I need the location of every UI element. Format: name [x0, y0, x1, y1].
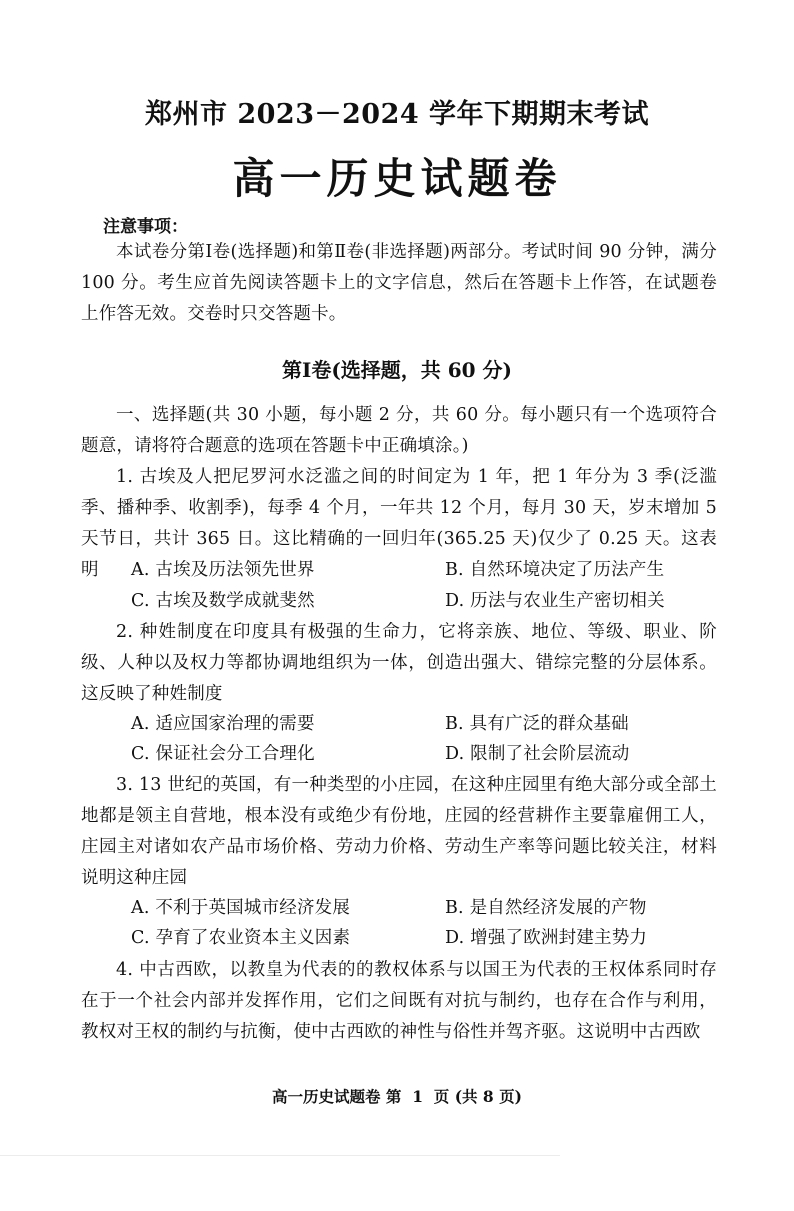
- notes-heading: 注意事项：: [103, 217, 188, 237]
- question-2-stem: 2. 种姓制度在印度具有极强的生命力，它将亲族、地位、等级、职业、阶级、人种以及权力等都协调地组织为一体，创造出强大、错综完整的分层体系。这反映了种姓制度: [81, 622, 717, 704]
- scan-divider: [0, 1155, 560, 1156]
- page-footer: 高一历史试题卷 第 1 页 (共 8 页): [272, 1087, 522, 1106]
- notes-text: 本试卷分第Ⅰ卷(选择题)和第Ⅱ卷(非选择题)两部分。考试时间 90 分钟，满分 100 分。考生应首先阅读答题卡上的文字信息，然后在答题卡上作答，在试题卷上作答无效。交卷时只交答题卡。: [81, 242, 717, 324]
- question-4-stem: 4. 中古西欧，以教皇为代表的的教权体系与以国王为代表的王权体系同时存在于一个社会内部并发挥作用，它们之间既有对抗与制约，也存在合作与利用，教权对王权的制约与抗衡，使中古西欧的神性与俗性并驾齐驱。这说明中古西欧: [81, 960, 717, 1042]
- question-3-stem: 3. 13 世纪的英国，有一种类型的小庄园，在这种庄园里有绝大部分或全部土地都是领主自营地，根本没有或绝少有份地，庄园的经营耕作主要靠雇佣工人，庄园主对诸如农产品市场价格、劳动力价格、劳动生产率等问题比较关注，材料说明这种庄园: [81, 775, 717, 888]
- question-1-option-c[interactable]: C. 古埃及数学成就斐然: [131, 591, 315, 611]
- question-3-option-d[interactable]: D. 增强了欧洲封建主势力: [445, 928, 648, 948]
- question-1-option-b[interactable]: B. 自然环境决定了历法产生: [445, 560, 665, 580]
- section-instruction: 一、选择题(共 30 小题，每小题 2 分，共 60 分。每小题只有一个选项符合题意，请将符合题意的选项在答题卡中正确填涂。): [81, 405, 717, 456]
- exam-subject-title: 高一历史试题卷: [232, 154, 562, 203]
- question-2-option-a[interactable]: A. 适应国家治理的需要: [131, 714, 315, 734]
- section-title: 第Ⅰ卷(选择题，共 60 分): [281, 358, 513, 382]
- question-3-option-c[interactable]: C. 孕育了农业资本主义因素: [131, 928, 351, 948]
- exam-title: 郑州市 2023－2024 学年下期期末考试: [144, 99, 650, 130]
- question-1-option-a[interactable]: A. 古埃及历法领先世界: [131, 560, 315, 580]
- question-1-stem: 1. 古埃及人把尼罗河水泛滥之间的时间定为 1 年，把 1 年分为 3 季(泛滥季、播种季、收割季)，每季 4 个月，一年共 12 个月，每月 30 天，岁末增加 5 天节日，共计 365 日。这比精确的一回归年(365.25 天)仅少了 0.25 天。这表明: [81, 467, 717, 580]
- question-3-option-b[interactable]: B. 是自然经济发展的产物: [445, 898, 647, 918]
- question-2-option-b[interactable]: B. 具有广泛的群众基础: [445, 714, 629, 734]
- question-1-option-d[interactable]: D. 历法与农业生产密切相关: [445, 591, 665, 611]
- question-2-option-d[interactable]: D. 限制了社会阶层流动: [445, 744, 630, 764]
- question-2-option-c[interactable]: C. 保证社会分工合理化: [131, 744, 315, 764]
- question-3-option-a[interactable]: A. 不利于英国城市经济发展: [131, 898, 351, 918]
